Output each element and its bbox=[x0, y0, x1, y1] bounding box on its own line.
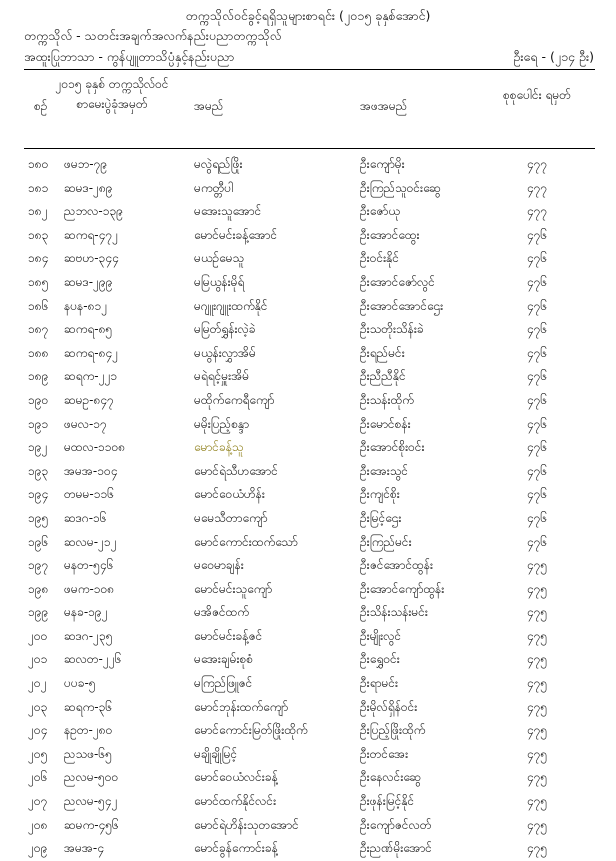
column-header-roll: ၂၀၁၅ ခုနှစ် တက္ကသိုလ်ဝင် စာမေးပွဲခုံအမှတ် bbox=[55, 77, 169, 111]
cell-no: ၁၈၈ bbox=[28, 345, 49, 360]
cell-no: ၁၈၇ bbox=[28, 322, 49, 337]
table-row bbox=[24, 200, 595, 224]
table-row bbox=[24, 648, 595, 672]
cell-name: မဝေမာချန်း bbox=[194, 558, 244, 573]
cell-father: ဦးမောင်စန်း bbox=[360, 416, 411, 431]
cell-total: ၄၇၅ bbox=[526, 770, 548, 785]
cell-no: ၂၀၉ bbox=[28, 841, 48, 856]
cell-total: ၄၇၆ bbox=[526, 416, 548, 431]
cell-no: ၂၀၆ bbox=[28, 770, 48, 785]
table-header bbox=[24, 70, 595, 146]
cell-father: ဦးညဏ်မိုးအောင် bbox=[360, 841, 432, 856]
table-row bbox=[24, 247, 595, 271]
cell-roll: အမအ-၄ bbox=[64, 841, 104, 856]
cell-name: မောင်ရဲသီဟအောင် bbox=[194, 463, 278, 478]
cell-total: ၄၇၆ bbox=[526, 487, 548, 502]
cell-roll: ဖမက-၁၀၈ bbox=[64, 581, 115, 596]
document-title: တက္ကသိုလ်ဝင်ခွင့်ရရှိသူများစာရင်း (၂၀၁၅ ခုနှစ်အောင်) bbox=[185, 8, 431, 23]
cell-no: ၁၈၂ bbox=[28, 204, 48, 219]
cell-total: ၄၇၅ bbox=[526, 794, 548, 809]
table-row bbox=[24, 531, 595, 555]
cell-roll: ဆလတ-၂၂၆ bbox=[64, 652, 122, 667]
cell-total: ၄၇၆ bbox=[526, 251, 548, 266]
cell-name: မလွဲရည်ဖြိုး bbox=[194, 157, 243, 171]
cell-roll: ဆမဒ-၂၈၉ bbox=[64, 180, 113, 195]
cell-father: ဦးအောင်ထွေး bbox=[360, 227, 420, 242]
cell-total: ၄၇၆ bbox=[526, 298, 548, 313]
table-row bbox=[24, 436, 595, 460]
cell-no: ၁၈၉ bbox=[28, 369, 49, 384]
cell-name: မမြတ်ရွှန်းလဲ့ခဲ bbox=[194, 322, 256, 337]
cell-roll: ညဘလ-၁၃၉ bbox=[64, 204, 123, 219]
table-row bbox=[24, 507, 595, 531]
cell-roll: ဆဒဂ-၂၃၅ bbox=[64, 628, 113, 643]
table-row bbox=[24, 814, 595, 838]
table-row bbox=[24, 460, 595, 484]
cell-roll: ဆကရ-၄၇၂ bbox=[64, 227, 118, 242]
cell-name: မောင်ကောင်းမြတ်ဖြိုးထိုက် bbox=[194, 723, 308, 738]
cell-name: မအေးချမ်းစုစံ bbox=[194, 652, 254, 667]
cell-father: ဦးသတိုးသိန်းခဲ bbox=[360, 322, 424, 337]
cell-total: ၄၇၆ bbox=[526, 345, 548, 360]
cell-father: ဦးအောင်ဇော်လွင် bbox=[360, 274, 435, 289]
cell-father: ဦးညီညီနိုင် bbox=[360, 369, 406, 384]
cell-father: ဦးမျိုးလွင် bbox=[360, 628, 402, 643]
cell-name: မယဉ်မေသူ bbox=[194, 251, 245, 266]
cell-father: ဦးဇင်အောင်ထွန်း bbox=[360, 558, 434, 573]
results-table-body bbox=[24, 153, 595, 861]
cell-no: ၁၉၁ bbox=[28, 416, 49, 431]
cell-total: ၄၇၆ bbox=[526, 392, 548, 407]
table-row bbox=[24, 224, 595, 248]
table-row bbox=[24, 342, 595, 366]
cell-name: မမိုးပြည့်စန္ဒာ bbox=[194, 416, 250, 431]
cell-roll: ဆရက-၂၂၁ bbox=[64, 369, 118, 384]
cell-father: ဦးအေးသွင် bbox=[360, 463, 409, 478]
cell-roll: နပန-၈၁၂ bbox=[64, 298, 108, 313]
cell-name: မဂျူးဂျူးထက်နိုင် bbox=[194, 298, 268, 313]
cell-no: ၁၉၈ bbox=[28, 581, 49, 596]
cell-total: ၄၇၇ bbox=[526, 204, 548, 219]
cell-father: ဦးအောင်ကျော်ထွန်း bbox=[360, 581, 445, 596]
table-row bbox=[24, 389, 595, 413]
cell-father: ဦးမြင့်ဌေး bbox=[360, 510, 402, 525]
cell-roll: မနခ-၁၉၂ bbox=[64, 605, 108, 620]
cell-roll: ဆမဒ-၂၉၉ bbox=[64, 274, 113, 289]
cell-name: မရဲရင့်မှူးအိမ် bbox=[194, 369, 250, 384]
cell-no: ၁၉၅ bbox=[28, 510, 49, 525]
cell-roll: ညလမ-၅၄၂ bbox=[64, 794, 118, 809]
cell-no: ၁၈၃ bbox=[28, 227, 49, 242]
table-row bbox=[24, 719, 595, 743]
cell-name: မောင်ရဲဟိန်းသုတအောင် bbox=[194, 817, 299, 832]
table-row bbox=[24, 177, 595, 201]
table-row bbox=[24, 696, 595, 720]
cell-no: ၂၀၅ bbox=[28, 746, 48, 761]
table-row bbox=[24, 743, 595, 767]
cell-name: မောင်မင်းခန့်ဇင် bbox=[194, 628, 263, 643]
headcount-label: ဦးရေ - (၂၁၄ ဦး) bbox=[513, 49, 594, 64]
table-row bbox=[24, 318, 595, 342]
cell-total: ၄၇၆ bbox=[526, 440, 548, 455]
cell-total: ၄၇၅ bbox=[526, 699, 548, 714]
cell-name: မောင်မင်းခန့်အောင် bbox=[194, 227, 278, 242]
table-row bbox=[24, 625, 595, 649]
column-header-no: စဉ် bbox=[34, 99, 48, 113]
cell-total: ၄၇၇ bbox=[526, 157, 548, 171]
cell-father: ဦးသိန်းသန်းမင်း bbox=[360, 605, 428, 620]
cell-no: ၁၉၂ bbox=[28, 440, 48, 455]
cell-name: မချိုချိုမြင့် bbox=[194, 746, 238, 761]
cell-father: ဦးဖုန်းမြင့်နိုင် bbox=[360, 794, 415, 809]
cell-name: မောင်ဝေယံဟိန်း bbox=[194, 487, 265, 502]
cell-father: ဦးရွှေဝင်း bbox=[360, 652, 400, 667]
cell-total: ၄၇၆ bbox=[526, 534, 548, 549]
cell-total: ၄၇၅ bbox=[526, 746, 548, 761]
cell-total: ၄၇၅ bbox=[526, 652, 548, 667]
cell-no: ၁၈၁ bbox=[28, 180, 49, 195]
table-row bbox=[24, 413, 595, 437]
cell-roll: ဆဒဂ-၁၆ bbox=[64, 510, 107, 525]
cell-roll: မနတ-၅၄၆ bbox=[64, 558, 114, 573]
cell-name: မောင်ခွန်ကောင်းခန့် bbox=[194, 841, 278, 856]
cell-total: ၄၇၅ bbox=[526, 628, 548, 643]
cell-name: မကြည်ဖြူဇင် bbox=[194, 676, 253, 691]
cell-total: ၄၇၆ bbox=[526, 322, 548, 337]
cell-name: မောင်ခန့်သူ bbox=[194, 440, 244, 455]
cell-roll: ဆရက-၃၆ bbox=[64, 699, 113, 714]
cell-no: ၂၀၈ bbox=[28, 817, 48, 832]
cell-roll: ပပခ-၅ bbox=[64, 676, 96, 691]
column-header-father: အဖအမည် bbox=[360, 99, 408, 113]
column-header-name: အမည် bbox=[194, 99, 224, 113]
cell-no: ၂၀၄ bbox=[28, 723, 48, 738]
cell-name: မောင်ဝေယံလင်းခန့် bbox=[194, 770, 278, 785]
cell-name: မကတ္တီပါ bbox=[194, 180, 234, 195]
table-row bbox=[24, 601, 595, 625]
cell-father: ဦးနေလင်းဆွေ bbox=[360, 770, 422, 785]
cell-total: ၄၇၅ bbox=[526, 581, 548, 596]
table-row bbox=[24, 153, 595, 177]
cell-total: ၄၇၆ bbox=[526, 510, 548, 525]
cell-roll: ဆကရ-၈၅ bbox=[64, 322, 113, 337]
cell-no: ၁၉၉ bbox=[28, 605, 49, 620]
cell-roll: ဆလမ-၂၁၂ bbox=[64, 534, 117, 549]
cell-father: ဦးတင်အေး bbox=[360, 746, 409, 761]
cell-no: ၁၈၆ bbox=[28, 298, 49, 313]
cell-father: ဦးသန်းထိုက် bbox=[360, 392, 414, 407]
cell-roll: ဖမဘ-၇၉ bbox=[64, 157, 108, 171]
cell-name: မောင်ဘုန်းထက်ကျော် bbox=[194, 699, 289, 714]
table-row bbox=[24, 365, 595, 389]
cell-name: မောင်ကောင်းထက်သော် bbox=[194, 534, 298, 549]
cell-no: ၁၈၀ bbox=[28, 157, 49, 171]
cell-total: ၄၇၅ bbox=[526, 723, 548, 738]
cell-no: ၁၉၃ bbox=[28, 463, 49, 478]
cell-total: ၄၇၅ bbox=[526, 817, 548, 832]
cell-father: ဦးမိုလ်ရှိန်ဝင်း bbox=[360, 699, 418, 714]
cell-father: ဦးရာမင်း bbox=[360, 676, 399, 691]
cell-father: ဦးကြည်မင်း bbox=[360, 534, 412, 549]
cell-father: ဦးပြည့်ဖြိုးထိုက် bbox=[360, 723, 426, 738]
cell-roll: ဆဗဟ-၃၄၄ bbox=[64, 251, 119, 266]
cell-roll: တမမ-၁၁၆ bbox=[64, 487, 114, 502]
cell-no: ၁၉၀ bbox=[28, 392, 49, 407]
cell-total: ၄၇၅ bbox=[526, 605, 548, 620]
cell-total: ၄၇၆ bbox=[526, 369, 548, 384]
table-row bbox=[24, 672, 595, 696]
cell-roll: ဆမဥ-၈၄၇ bbox=[64, 392, 114, 407]
cell-total: ၄၇၇ bbox=[526, 180, 548, 195]
major-line bbox=[24, 48, 594, 66]
cell-no: ၂၀၀ bbox=[28, 628, 48, 643]
cell-no: ၂၀၂ bbox=[28, 676, 47, 691]
cell-total: ၄၇၅ bbox=[526, 676, 548, 691]
cell-name: မမြယွန်းမိုရ် bbox=[194, 274, 245, 289]
cell-name: မယွန်းလွှာအိမ် bbox=[194, 345, 256, 360]
table-row bbox=[24, 554, 595, 578]
cell-name: မောင်ထက်နိုင်လင်း bbox=[194, 794, 277, 809]
cell-no: ၁၉၄ bbox=[28, 487, 49, 502]
cell-name: မအေးသူအောင် bbox=[194, 204, 262, 219]
cell-total: ၄၇၆ bbox=[526, 274, 548, 289]
cell-no: ၁၉၆ bbox=[28, 534, 49, 549]
cell-no: ၁၈၅ bbox=[28, 274, 49, 289]
cell-no: ၁၉၇ bbox=[28, 558, 49, 573]
table-row bbox=[24, 271, 595, 295]
cell-no: ၂၀၇ bbox=[28, 794, 48, 809]
table-row bbox=[24, 295, 595, 319]
table-row bbox=[24, 837, 595, 861]
university-line: တက္ကသိုလ် - သတင်းအချက်အလက်နည်းပညာတက္ကသိုလ် bbox=[24, 28, 282, 43]
cell-roll: ညသဖ-၆၅ bbox=[64, 746, 112, 761]
cell-total: ၄၇၆ bbox=[526, 463, 548, 478]
cell-father: ဦးအောင်အောင်ဌေး bbox=[360, 298, 444, 313]
cell-name: မအိဇင်ထက် bbox=[194, 605, 250, 620]
major-label: အထူးပြုဘာသာ - ကွန်ပျူတာသိပ္ပံနှင့်နည်းပညာ bbox=[24, 49, 235, 64]
header-bottom-rule bbox=[24, 148, 595, 149]
cell-father: ဦးဝင်းနိုင် bbox=[360, 251, 399, 266]
cell-father: ဦးကြည်သူဝင်းဆွေ bbox=[360, 180, 441, 195]
cell-name: မောင်မင်းသူကျော် bbox=[194, 581, 273, 596]
table-row bbox=[24, 790, 595, 814]
cell-roll: မထလ-၁၁၀၈ bbox=[64, 440, 126, 455]
cell-no: ၁၈၄ bbox=[28, 251, 49, 266]
cell-father: ဦးရည်မင်း bbox=[360, 345, 405, 360]
table-row bbox=[24, 766, 595, 790]
cell-roll: ညလမ-၅၀၀ bbox=[64, 770, 119, 785]
column-header-total: စုစုပေါင်း ရမှတ် bbox=[503, 88, 571, 102]
table-row bbox=[24, 483, 595, 507]
cell-father: ဦးအောင်စိုးဝင်း bbox=[360, 440, 425, 455]
cell-father: ဦးကျော်မိုး bbox=[360, 157, 405, 171]
cell-no: ၂၀၃ bbox=[28, 699, 48, 714]
cell-name: မမေသီတာကျော် bbox=[194, 510, 268, 525]
cell-father: ဦးကျင်စိုး bbox=[360, 487, 400, 502]
cell-roll: နဥတ-၂၈၀ bbox=[64, 723, 113, 738]
table-row bbox=[24, 578, 595, 602]
cell-roll: ဖမလ-၁၇ bbox=[64, 416, 107, 431]
cell-roll: ဆမက-၄၅၆ bbox=[64, 817, 119, 832]
cell-father: ဦးဇော်ယု bbox=[360, 204, 400, 219]
cell-total: ၄၇၅ bbox=[526, 558, 548, 573]
cell-roll: အမအ-၁၀၄ bbox=[64, 463, 118, 478]
cell-father: ဦးကျော်ဇင်လတ် bbox=[360, 817, 432, 832]
cell-no: ၂၀၁ bbox=[28, 652, 48, 667]
cell-total: ၄၇၅ bbox=[526, 841, 548, 856]
cell-name: မထိုက်ကေရီကျော် bbox=[194, 392, 275, 407]
cell-total: ၄၇၆ bbox=[526, 227, 548, 242]
cell-roll: ဆကရ-၈၄၂ bbox=[64, 345, 119, 360]
